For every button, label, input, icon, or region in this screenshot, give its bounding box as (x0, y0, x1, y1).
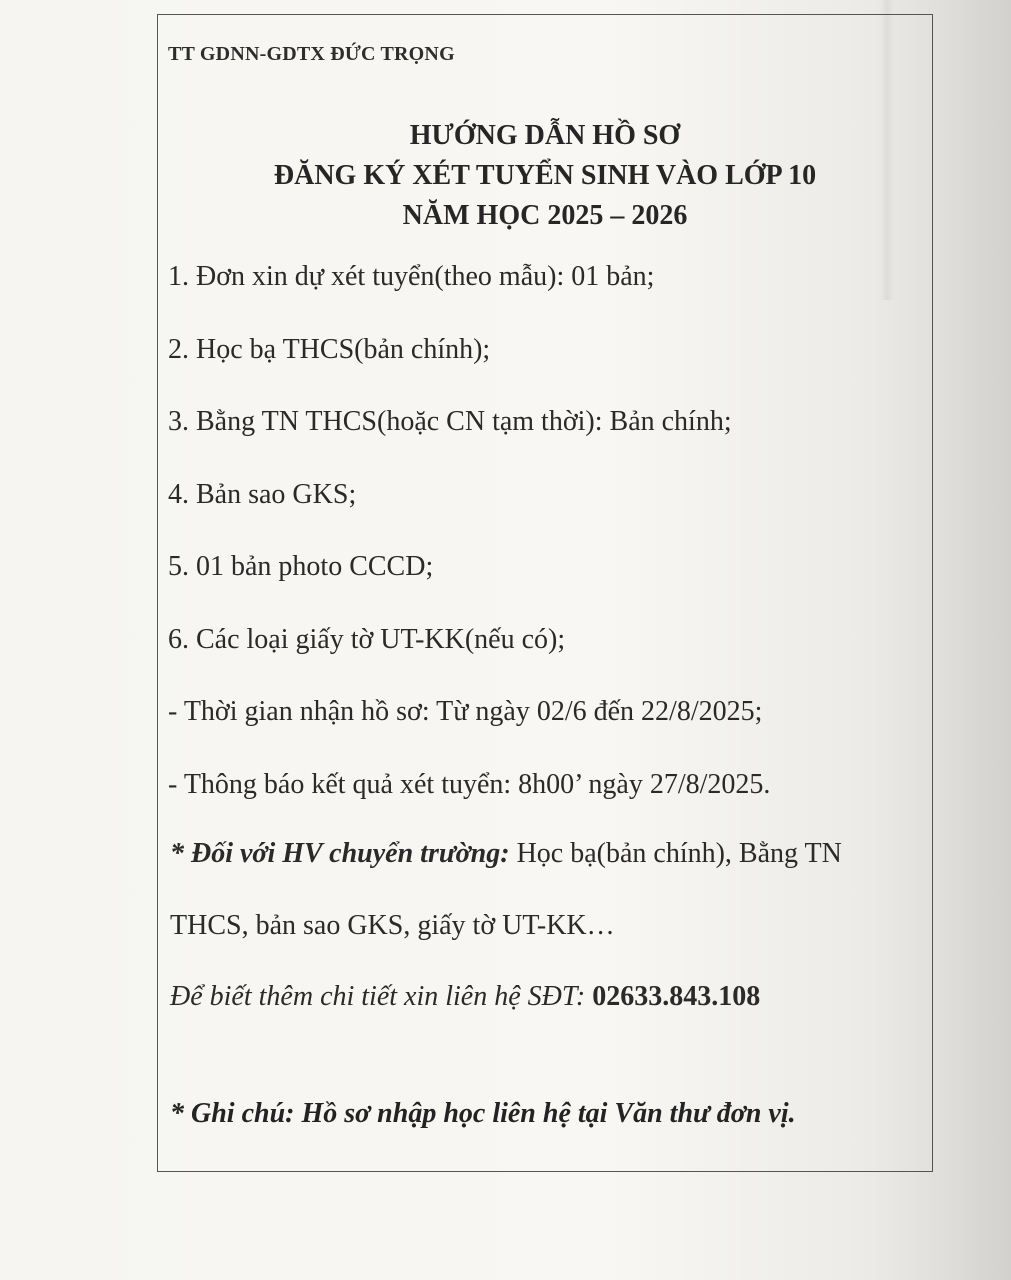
transfer-student-note-cont (170, 906, 930, 946)
title-line-2: ĐĂNG KÝ XÉT TUYỂN SINH VÀO LỚP 10 (273, 160, 817, 191)
transfer-note-label: * Đối với HV chuyển trường: (170, 838, 510, 869)
document-title (157, 116, 1011, 236)
contact-phone: 02633.843.108 (592, 981, 761, 1012)
result-announcement: - Thông báo kết quả xét tuyển: 8h00’ ngày 27/8/2025. (168, 768, 771, 800)
list-item: 4. Bản sao GKS; (168, 478, 357, 510)
organization-name: TT GDNN-GDTX ĐỨC TRỌNG (168, 43, 455, 65)
list-item: 2. Học bạ THCS(bản chính); (168, 333, 491, 365)
list-item: 3. Bằng TN THCS(hoặc CN tạm thời): Bản chính; (168, 406, 732, 437)
requirements-list (168, 257, 928, 837)
contact-text: Để biết thêm chi tiết xin liên hệ SĐT: (170, 981, 593, 1012)
receipt-period: - Thời gian nhận hồ sơ: Từ ngày 02/6 đến 22/8/2025; (168, 696, 763, 727)
list-item: 6. Các loại giấy tờ UT-KK(nếu có); (168, 623, 566, 655)
transfer-note-line-1 (170, 834, 930, 874)
transfer-student-note (170, 834, 930, 874)
contact-line (170, 977, 760, 1017)
title-line-1: HƯỚNG DẪN HỒ SƠ (409, 120, 681, 151)
transfer-note-text-2: THCS, bản sao GKS, giấy tờ UT-KK… (170, 910, 615, 941)
list-item: 1. Đơn xin dự xét tuyển(theo mẫu): 01 bản; (168, 261, 655, 292)
transfer-note-text-1: Học bạ(bản chính), Bằng TN (509, 838, 842, 869)
footnote: * Ghi chú: Hồ sơ nhập học liên hệ tại Văn thư đơn vị. (170, 1098, 796, 1129)
title-line-3: NĂM HỌC 2025 – 2026 (402, 200, 688, 231)
list-item: 5. 01 bản photo CCCD; (168, 551, 434, 582)
